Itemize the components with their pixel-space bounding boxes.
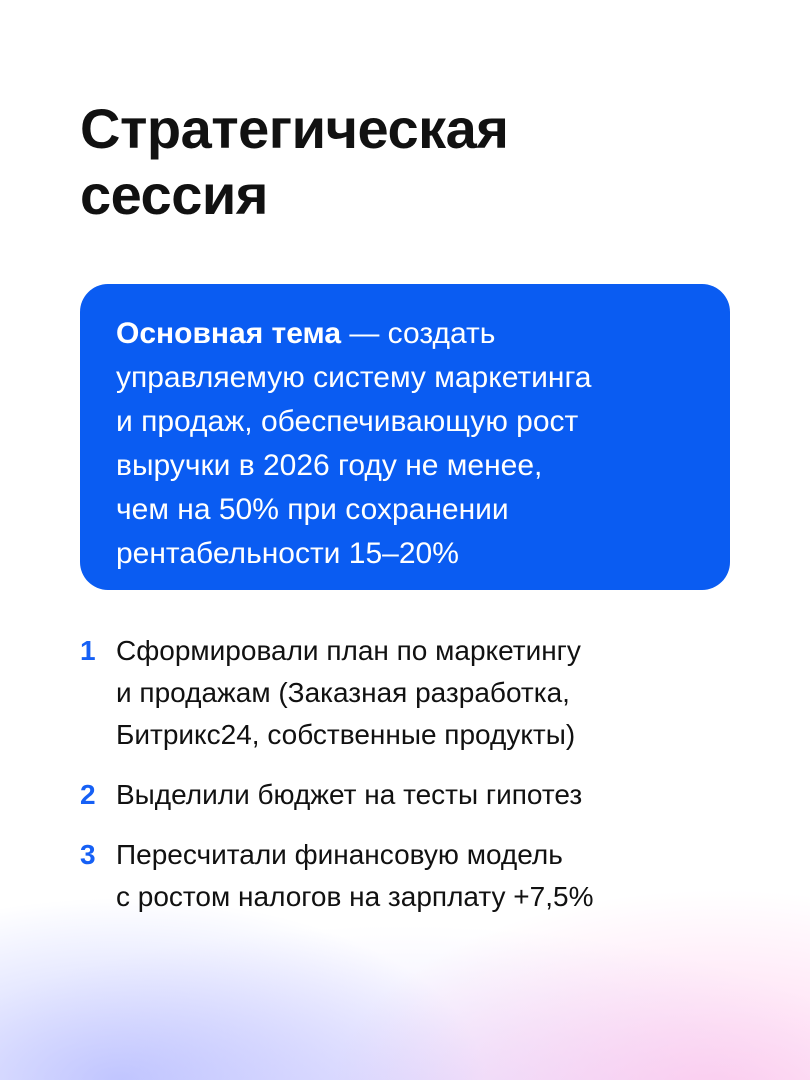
step-text-line: Битрикс24, собственные продукты) [116, 719, 576, 750]
step-text-line: с ростом налогов на зарплату +7,5% [116, 881, 594, 912]
theme-line-1-rest: — создать [341, 317, 496, 350]
page-title-line-2: сессия [80, 163, 268, 226]
step-text [116, 774, 582, 816]
theme-line-6: рентабельности 15–20% [116, 537, 459, 570]
theme-line-5: чем на 50% при сохранении [116, 493, 509, 526]
page-title-line-1: Стратегическая [80, 97, 509, 160]
step-text [116, 834, 593, 918]
step-number: 1 [80, 635, 96, 666]
step-number: 3 [80, 839, 96, 870]
step-text [116, 630, 581, 756]
theme-line-2: управляемую систему маркетинга [116, 361, 592, 394]
step-item-3 [80, 834, 760, 918]
step-text-line: Сформировали план по маркетингу [116, 635, 581, 666]
page-title [80, 96, 720, 228]
main-theme-card [80, 284, 730, 590]
step-text-line: и продажам (Заказная разработка, [116, 677, 570, 708]
theme-lead: Основная тема [116, 317, 342, 350]
step-item-1 [80, 630, 760, 756]
theme-line-3: и продаж, обеспечивающую рост [116, 405, 579, 438]
theme-line-4: выручки в 2026 году не менее, [116, 449, 543, 482]
step-text-line: Выделили бюджет на тесты гипотез [116, 779, 583, 810]
theme-line-1 [116, 312, 700, 356]
step-item-2 [80, 774, 760, 816]
step-text-line: Пересчитали финансовую модель [116, 839, 563, 870]
step-number: 2 [80, 779, 96, 810]
steps-list [80, 630, 760, 936]
